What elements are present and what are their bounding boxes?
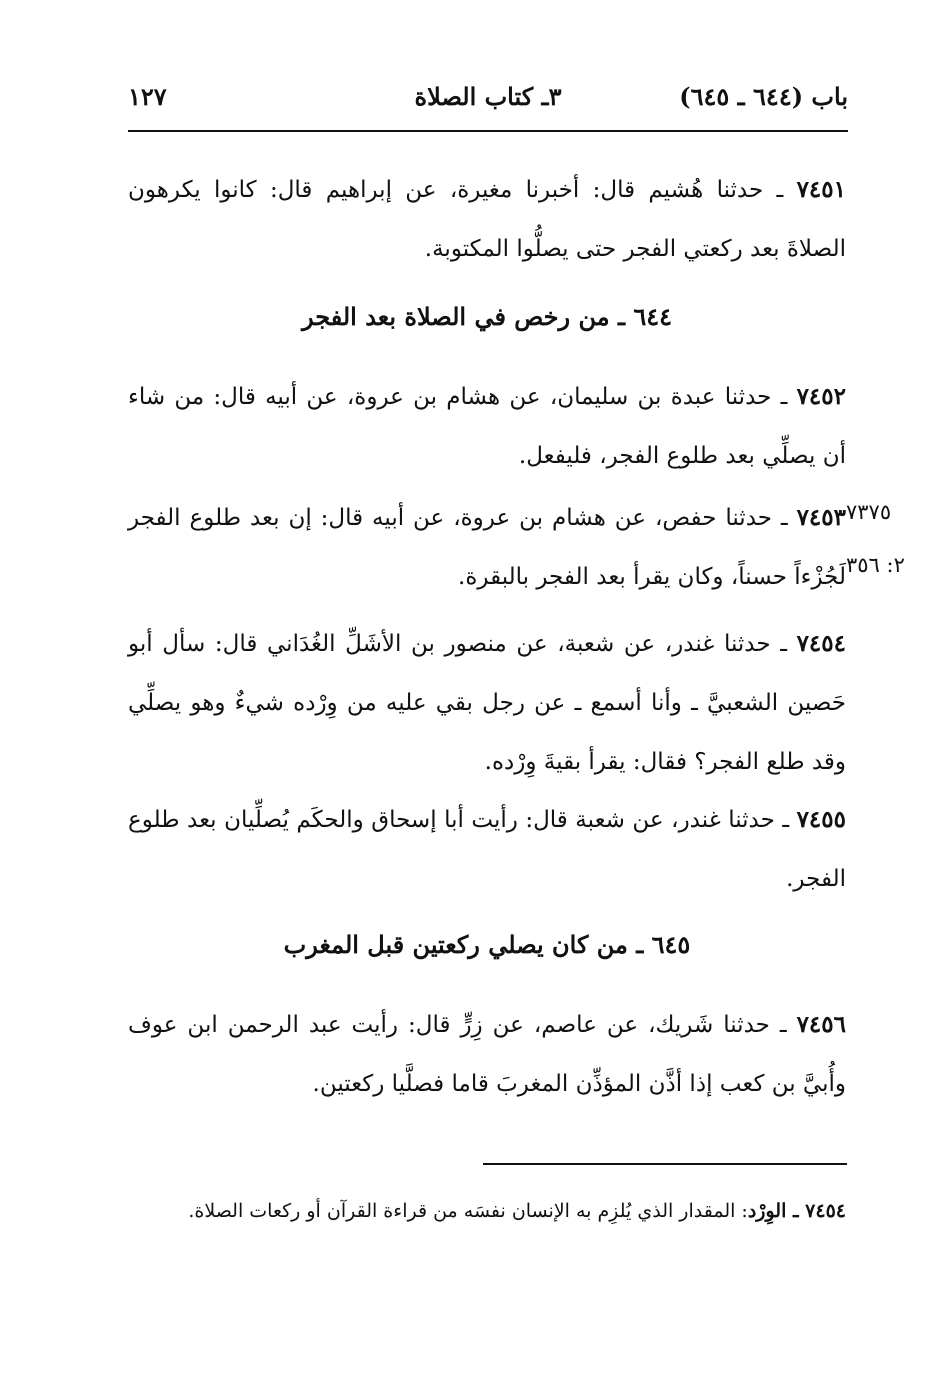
hadith-text: ـ حدثنا شَريك، عن عاصم، عن زِرٍّ قال: رأيت عبد الرحمن ابن عوف وأُبيَّ بن كعب إذا أذَّن المؤذِّن المغربَ قاما فصلَّيا ركعتين. [128, 1012, 846, 1097]
footnote-term: ـ الوِرْد [747, 1200, 806, 1222]
hadith-7452 [128, 367, 846, 486]
footnote-text: : المقدار الذي يُلزِم به الإنسان نفسَه من قراءة القرآن أو ركعات الصلاة. [188, 1200, 748, 1222]
page-number: ١٢٧ [128, 82, 167, 111]
page-header [128, 82, 848, 122]
margin-reference-volume: ٢: ٣٥٦ [846, 553, 905, 577]
footnote [128, 1190, 846, 1233]
hadith-text: ـ حدثنا غندر، عن شعبة قال: رأيت أبا إسحاق والحكَم يُصلِّيان بعد طلوع الفجر. [128, 807, 846, 892]
footnote-divider [483, 1163, 847, 1165]
chapter-heading-644: ٦٤٤ ـ من رخص في الصلاة بعد الفجر [301, 302, 673, 331]
hadith-7451 [128, 160, 846, 279]
chapter-heading-645: ٦٤٥ ـ من كان يصلي ركعتين قبل المغرب [283, 930, 691, 959]
hadith-number: ٧٤٥٥ [796, 806, 846, 833]
hadith-number: ٧٤٥٣ [796, 504, 846, 531]
chapter-reference: باب (٦٤٤ ـ ٦٤٥) [679, 82, 848, 111]
hadith-7455 [128, 790, 846, 909]
hadith-number: ٧٤٥٤ [796, 630, 846, 657]
hadith-number: ٧٤٥٦ [796, 1011, 846, 1038]
hadith-7454 [128, 614, 846, 792]
hadith-text: ـ حدثنا هُشيم قال: أخبرنا مغيرة، عن إبراهيم قال: كانوا يكرهون الصلاةَ بعد ركعتي الفجر حتى يصلُّوا المكتوبة. [128, 177, 846, 262]
hadith-number: ٧٤٥٢ [796, 383, 846, 410]
hadith-7456 [128, 995, 846, 1114]
margin-reference-cross: ٧٣٧٥ [846, 500, 892, 524]
hadith-text: ـ حدثنا غندر، عن شعبة، عن منصور بن الأشَلِّ الغُدَاني قال: سأل أبو حَصين الشعبيَّ ـ وأنا أسمع ـ عن رجل بقي عليه من وِرْده شيءٌ وهو يصلِّي وقد طلع الفجر؟ فقال: يقرأ بقيةَ وِرْده. [128, 631, 846, 775]
book-title: ٣ـ كتاب الصلاة [414, 82, 562, 111]
header-divider [128, 130, 848, 132]
hadith-text: ـ حدثنا عبدة بن سليمان، عن هشام بن عروة، عن أبيه قال: من شاء أن يصلِّي بعد طلوع الفجر، فليفعل. [128, 384, 846, 469]
hadith-7453 [128, 488, 846, 607]
footnote-number: ٧٤٥٤ [805, 1200, 846, 1222]
hadith-text: ـ حدثنا حفص، عن هشام بن عروة، عن أبيه قال: إن بعد طلوع الفجر لَجُزْءاً حسناً، وكان يقرأ بعد الفجر بالبقرة. [128, 505, 846, 590]
hadith-number: ٧٤٥١ [796, 176, 846, 203]
